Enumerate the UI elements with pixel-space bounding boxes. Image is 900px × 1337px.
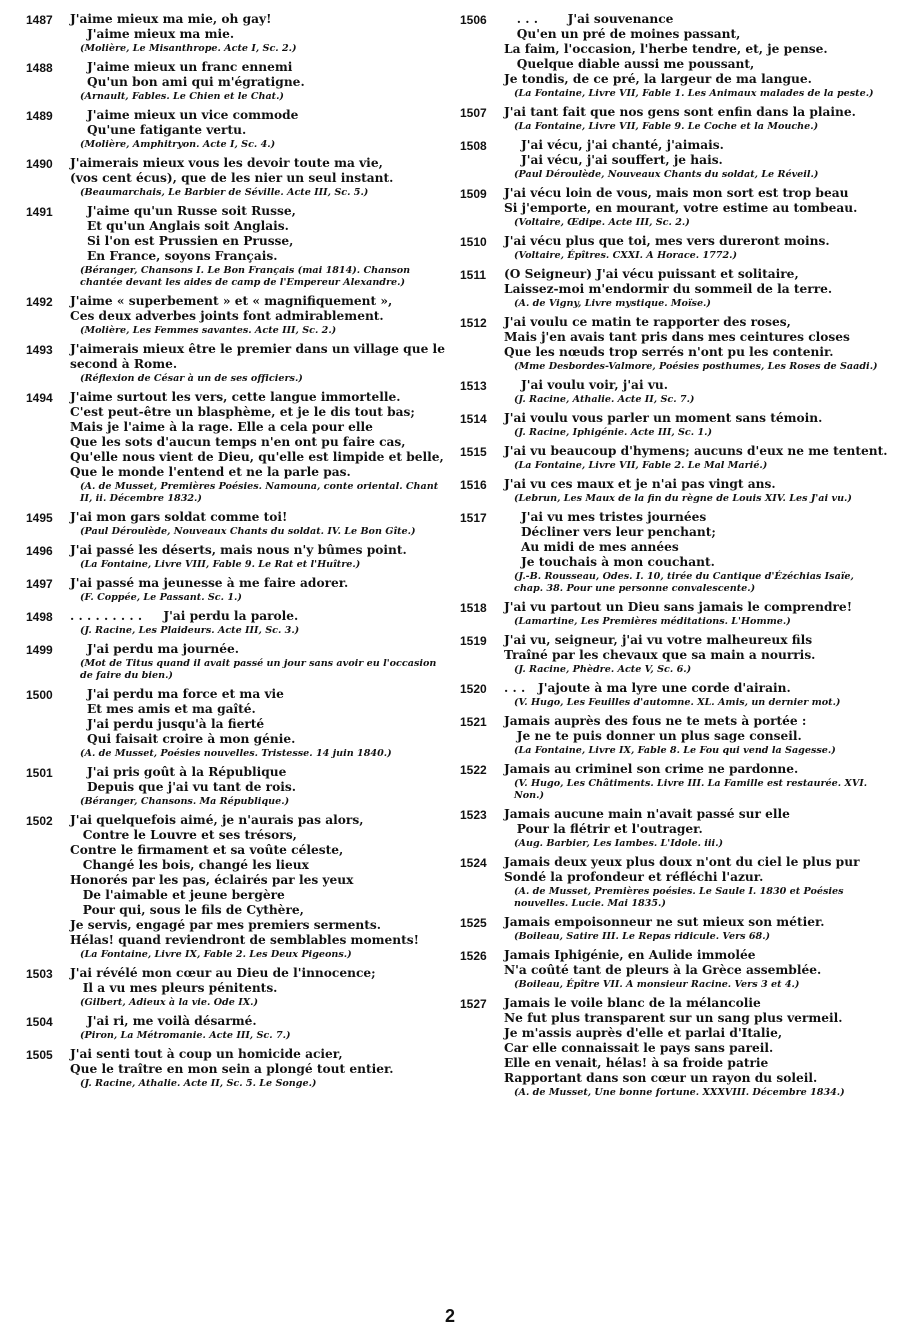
quote-line: J'ai passé les déserts, mais nous n'y bûmes point.: [70, 543, 407, 557]
quote-line: Pour qui, sous le fils de Cythère,: [70, 903, 304, 917]
quote-line: Si l'on est Prussien en Prusse,: [70, 234, 294, 248]
quote-number: 1508: [460, 139, 487, 153]
quote-line: Honorés par les pas, éclairés par les yeux: [70, 873, 354, 887]
quote-entry: [26, 294, 448, 337]
quote-line: J'aimerais mieux être le premier dans un village que le: [70, 342, 445, 356]
quote-entry: [26, 543, 448, 571]
quote-line: Mais je l'aime à la rage. Elle a cela pour elle: [70, 420, 373, 434]
quote-entry: [460, 714, 880, 757]
quote-entry: [26, 156, 448, 199]
quote-source: (La Fontaine, Livre VIII, Fable 9. Le Rat et l'Huître.): [80, 559, 361, 570]
quote-number: 1513: [460, 379, 487, 393]
quote-entry: [460, 633, 880, 676]
quote-entry: [460, 807, 880, 850]
quote-body: [504, 378, 880, 406]
quote-line: En France, soyons Français.: [70, 249, 278, 263]
quote-body: [504, 105, 880, 133]
quote-body: [70, 294, 448, 337]
quote-entry: [460, 855, 880, 910]
quote-number: 1504: [26, 1015, 53, 1029]
quote-line: J'ai voulu voir, j'ai vu.: [504, 378, 669, 392]
quote-line: (O Seigneur) J'ai vécu puissant et solitaire,: [504, 267, 799, 281]
quote-body: [70, 204, 448, 289]
quote-entry: [460, 915, 880, 943]
quote-line: J'ai voulu vous parler un moment sans témoin.: [504, 411, 823, 425]
quote-number: 1519: [460, 634, 487, 648]
page-number: 2: [444, 1306, 455, 1326]
quote-source: (Piron, La Métromanie. Acte III, Sc. 7.): [80, 1030, 291, 1041]
left-column: [26, 12, 448, 1095]
quote-body: [70, 60, 448, 103]
quote-line: Je touchais à mon couchant.: [504, 555, 715, 569]
quote-line: Qu'un bon ami qui m'égratigne.: [70, 75, 305, 89]
quote-line: J'ai voulu ce matin te rapporter des roses,: [504, 315, 791, 329]
quote-entry: [26, 765, 448, 808]
quote-entry: [26, 12, 448, 55]
quote-line: J'aime mieux ma mie.: [70, 27, 235, 41]
quote-number: 1493: [26, 343, 53, 357]
quote-body: [70, 543, 448, 571]
quote-body: [70, 765, 448, 808]
quote-line: Que les sots d'aucun temps n'en ont pu faire cas,: [70, 435, 406, 449]
quote-number: 1517: [460, 511, 487, 525]
quote-source: (Voltaire, Épîtres. CXXI. A Horace. 1772.): [514, 250, 738, 261]
quote-line: Elle en venait, hélas! à sa froide patrie: [504, 1056, 769, 1070]
quote-line: Changé les bois, changé les lieux: [70, 858, 309, 872]
quote-entry: [26, 576, 448, 604]
quote-number: 1497: [26, 577, 53, 591]
quote-entry: [460, 267, 880, 310]
quote-entry: [460, 762, 880, 802]
quote-line: Car elle connaissait le pays sans pareil.: [504, 1041, 774, 1055]
quote-number: 1491: [26, 205, 53, 219]
quote-entry: [460, 411, 880, 439]
quote-entry: [26, 204, 448, 289]
quote-number: 1498: [26, 610, 53, 624]
quote-line: Jamais deux yeux plus doux n'ont du ciel le plus pur: [504, 855, 860, 869]
quote-number: 1499: [26, 643, 53, 657]
quote-entry: [460, 378, 880, 406]
quote-source: (Paul Déroulède, Nouveaux Chants du soldat. IV. Le Bon Gîte.): [80, 526, 416, 537]
quote-source: (Mot de Titus quand il avait passé un jour sans avoir eu l'occasion de faire du bien.): [80, 658, 437, 681]
quote-line: . . . J'ajoute à ma lyre une corde d'airain.: [504, 681, 791, 695]
quote-line: J'ai vécu loin de vous, mais mon sort est trop beau: [504, 186, 849, 200]
quote-body: [504, 948, 880, 991]
quote-line: J'ai perdu jusqu'à la fierté: [70, 717, 265, 731]
quote-line: J'aime mieux un franc ennemi: [70, 60, 293, 74]
quote-number: 1501: [26, 766, 53, 780]
quote-line: J'ai vu partout un Dieu sans jamais le comprendre!: [504, 600, 853, 614]
quote-number: 1512: [460, 316, 487, 330]
quote-line: J'ai vu mes tristes journées: [504, 510, 707, 524]
quote-body: [504, 996, 880, 1099]
quote-body: [70, 390, 448, 505]
quote-source: (Arnault, Fables. Le Chien et le Chat.): [80, 91, 284, 102]
quote-line: Au midi de mes années: [504, 540, 679, 554]
quote-number: 1492: [26, 295, 53, 309]
quote-source: (La Fontaine, Livre VII, Fable 9. Le Coche et la Mouche.): [514, 121, 819, 132]
quote-number: 1523: [460, 808, 487, 822]
quote-source: (J. Racine, Iphigénie. Acte III, Sc. 1.): [514, 427, 713, 438]
quote-line: Jamais le voile blanc de la mélancolie: [504, 996, 761, 1010]
quote-body: [504, 315, 880, 373]
quote-line: J'ai ri, me voilà désarmé.: [70, 1014, 257, 1028]
quote-number: 1515: [460, 445, 487, 459]
quote-line: J'ai perdu ma force et ma vie: [70, 687, 284, 701]
quote-line: Jamais au criminel son crime ne pardonne.: [504, 762, 799, 776]
quote-number: 1490: [26, 157, 53, 171]
quote-number: 1488: [26, 61, 53, 75]
quote-line: J'ai vécu, j'ai chanté, j'aimais.: [504, 138, 724, 152]
quote-line: J'ai passé ma jeunesse à me faire adorer.: [70, 576, 349, 590]
quote-line: Jamais aucune main n'avait passé sur elle: [504, 807, 790, 821]
quote-line: J'ai vu beaucoup d'hymens; aucuns d'eux ne me tentent.: [504, 444, 888, 458]
quote-line: Traîné par les chevaux que sa main a nourris.: [504, 648, 816, 662]
quote-entry: [26, 390, 448, 505]
quote-number: 1487: [26, 13, 53, 27]
quote-source: (A. de Musset, Poésies nouvelles. Tristesse. 14 juin 1840.): [80, 748, 392, 759]
quote-line: J'aime qu'un Russe soit Russe,: [70, 204, 296, 218]
quote-source: (Boileau, Satire III. Le Repas ridicule. Vers 68.): [514, 931, 771, 942]
quote-entry: [460, 138, 880, 181]
quote-entry: [26, 60, 448, 103]
quote-line: J'aime « superbement » et « magnifiquement »,: [70, 294, 393, 308]
quote-line: Contre le firmament et sa voûte céleste,: [70, 843, 344, 857]
quote-line: Contre le Louvre et ses trésors,: [70, 828, 297, 842]
quote-line: Jamais auprès des fous ne te mets à portée :: [504, 714, 807, 728]
quote-line: J'ai pris goût à la République: [70, 765, 287, 779]
quote-source: (A. de Musset, Une bonne fortune. XXXVIII. Décembre 1834.): [514, 1087, 845, 1098]
quote-source: (Lamartine, Les Premières méditations. L'Homme.): [514, 616, 791, 627]
quote-source: (Mme Desbordes-Valmore, Poésies posthumes, Les Roses de Saadi.): [514, 361, 878, 372]
quote-body: [504, 477, 880, 505]
quote-line: Quelque diable aussi me poussant,: [504, 57, 755, 71]
quote-body: [70, 12, 448, 55]
quote-source: (Paul Déroulède, Nouveaux Chants du soldat, Le Réveil.): [514, 169, 819, 180]
quote-entry: [460, 12, 880, 100]
quote-number: 1505: [26, 1048, 53, 1062]
quote-line: J'ai révélé mon cœur au Dieu de l'innocence;: [70, 966, 376, 980]
quote-entry: [460, 600, 880, 628]
quote-body: [504, 633, 880, 676]
quote-body: [70, 156, 448, 199]
quote-number: 1489: [26, 109, 53, 123]
quote-line: Jamais Iphigénie, en Aulide immolée: [504, 948, 756, 962]
quote-source: (Molière, Le Misanthrope. Acte I, Sc. 2.): [80, 43, 297, 54]
quote-entry: [26, 342, 448, 385]
quote-source: (J. Racine, Les Plaideurs. Acte III, Sc. 3.): [80, 625, 300, 636]
quote-line: Il a vu mes pleurs pénitents.: [70, 981, 278, 995]
quote-source: (Réflexion de César à un de ses officiers.): [80, 373, 303, 384]
quote-entry: [460, 477, 880, 505]
quote-line: Décliner vers leur penchant;: [504, 525, 716, 539]
quote-line: N'a coûté tant de pleurs à la Grèce assemblée.: [504, 963, 822, 977]
quote-line: Qu'une fatigante vertu.: [70, 123, 247, 137]
quote-number: 1522: [460, 763, 487, 777]
quote-line: Je tondis, de ce pré, la largeur de ma langue.: [504, 72, 812, 86]
quote-number: 1507: [460, 106, 487, 120]
quote-line: J'ai vu, seigneur, j'ai vu votre malheureux fils: [504, 633, 813, 647]
quote-body: [504, 267, 880, 310]
quote-source: (La Fontaine, Livre IX, Fable 8. Le Fou qui vend la Sagesse.): [514, 745, 836, 756]
quote-number: 1524: [460, 856, 487, 870]
quote-entry: [26, 642, 448, 682]
quote-line: Qu'elle nous vient de Dieu, qu'elle est limpide et belle,: [70, 450, 444, 464]
quote-line: J'ai perdu ma journée.: [70, 642, 240, 656]
quote-line: Laissez-moi m'endormir du sommeil de la terre.: [504, 282, 833, 296]
quote-entry: [26, 1047, 448, 1090]
quote-source: (J. Racine, Athalie. Acte II, Sc. 5. Le Songe.): [80, 1078, 317, 1089]
quote-source: (La Fontaine, Livre VII, Fable 2. Le Mal Marié.): [514, 460, 768, 471]
quote-body: [70, 1047, 448, 1090]
quote-source: (A. de Vigny, Livre mystique. Moïse.): [514, 298, 711, 309]
quote-source: (Boileau, Épître VII. A monsieur Racine. Vers 3 et 4.): [514, 979, 800, 990]
quote-body: [504, 807, 880, 850]
quote-body: [70, 108, 448, 151]
quote-entry: [460, 681, 880, 709]
quote-body: [504, 411, 880, 439]
quote-entry: [26, 1014, 448, 1042]
quote-line: De l'aimable et jeune bergère: [70, 888, 285, 902]
quote-number: 1520: [460, 682, 487, 696]
quote-number: 1502: [26, 814, 53, 828]
quote-line: J'ai tant fait que nos gens sont enfin dans la plaine.: [504, 105, 856, 119]
quote-line: Qui faisait croire à mon génie.: [70, 732, 296, 746]
quote-line: Depuis que j'ai vu tant de rois.: [70, 780, 296, 794]
quote-entry: [460, 444, 888, 472]
quote-line: Mais j'en avais tant pris dans mes ceintures closes: [504, 330, 850, 344]
quote-source: (Lebrun, Les Maux de la fin du règne de Louis XIV. Les J'ai vu.): [514, 493, 852, 504]
quote-entry: [26, 966, 448, 1009]
quote-line: J'ai mon gars soldat comme toi!: [70, 510, 288, 524]
quote-entry: [460, 186, 880, 229]
quote-entry: [26, 609, 448, 637]
quote-line: C'est peut-être un blasphème, et je le dis tout bas;: [70, 405, 415, 419]
quote-body: [504, 138, 880, 181]
quote-line: J'ai vécu, j'ai souffert, je hais.: [504, 153, 723, 167]
quote-line: Ces deux adverbes joints font admirablement.: [70, 309, 384, 323]
quote-line: Que les nœuds trop serrés n'ont pu les contenir.: [504, 345, 834, 359]
quote-source: (J. Racine, Athalie. Acte II, Sc. 7.): [514, 394, 695, 405]
quote-line: Ne fut plus transparent sur un sang plus vermeil.: [504, 1011, 843, 1025]
quote-body: [504, 915, 880, 943]
quote-body: [504, 12, 880, 100]
quote-source: (Beaumarchais, Le Barbier de Séville. Acte III, Sc. 5.): [80, 187, 369, 198]
quote-number: 1509: [460, 187, 487, 201]
quote-body: [70, 1014, 448, 1042]
quote-entry: [460, 996, 880, 1099]
quote-source: (Voltaire, Œdipe. Acte III, Sc. 2.): [514, 217, 690, 228]
quote-line: Et mes amis et ma gaîté.: [70, 702, 256, 716]
quote-body: [504, 234, 880, 262]
quote-number: 1526: [460, 949, 487, 963]
quote-source: (Gilbert, Adieux à la vie. Ode IX.): [80, 997, 259, 1008]
quote-line: (vos cent écus), que de les nier un seul instant.: [70, 171, 394, 185]
quote-source: (Aug. Barbier, Les Iambes. L'Idole. iii.): [514, 838, 724, 849]
quote-line: La faim, l'occasion, l'herbe tendre, et, je pense.: [504, 42, 828, 56]
quote-line: Que le monde l'entend et ne la parle pas.: [70, 465, 351, 479]
quote-body: [70, 642, 448, 682]
quote-source: (J. Racine, Phèdre. Acte V, Sc. 6.): [514, 664, 692, 675]
quote-body: [70, 813, 448, 961]
quote-line: Que le traître en mon sein a plongé tout entier.: [70, 1062, 394, 1076]
quote-line: J'ai vu ces maux et je n'ai pas vingt ans.: [504, 477, 776, 491]
quote-number: 1496: [26, 544, 53, 558]
quote-line: Je m'assis auprès d'elle et parlai d'Italie,: [504, 1026, 783, 1040]
quote-body: [70, 510, 448, 538]
quote-line: second à Rome.: [70, 357, 178, 371]
quote-source: (Béranger, Chansons I. Le Bon Français (mai 1814). Chanson chantée devant les aides de camp de l'Empereur Alexandre.): [80, 265, 411, 288]
quote-number: 1500: [26, 688, 53, 702]
quote-line: Hélas! quand reviendront de semblables moments!: [70, 933, 419, 947]
quote-line: J'ai vécu plus que toi, mes vers dureront moins.: [504, 234, 830, 248]
quote-body: [70, 576, 448, 604]
quote-line: Si j'emporte, en mourant, votre estime au tombeau.: [504, 201, 858, 215]
quote-number: 1495: [26, 511, 53, 525]
quote-source: (A. de Musset, Premières poésies. Le Saule I. 1830 et Poésies nouvelles. Lucie. Mai 1835.): [514, 886, 844, 909]
quote-entry: [460, 315, 880, 373]
quote-body: [504, 600, 880, 628]
quote-body: [504, 855, 880, 910]
quote-entry: [460, 510, 880, 595]
quote-source: (La Fontaine, Livre IX, Fable 2. Les Deux Pigeons.): [80, 949, 352, 960]
quote-entry: [26, 108, 448, 151]
quote-body: [504, 681, 880, 709]
quote-entry: [460, 948, 880, 991]
quote-source: (Béranger, Chansons. Ma République.): [80, 796, 290, 807]
quote-line: Je servis, engagé par mes premiers serments.: [70, 918, 382, 932]
quote-body: [504, 510, 880, 595]
right-column: [460, 12, 888, 1104]
quote-line: Rapportant dans son cœur un rayon du soleil.: [504, 1071, 818, 1085]
quote-number: 1494: [26, 391, 53, 405]
quote-source: (V. Hugo, Les Feuilles d'automne. XL. Amis, un dernier mot.): [514, 697, 841, 708]
quote-source: (V. Hugo, Les Châtiments. Livre III. La Famille est restaurée. XVI. Non.): [514, 778, 868, 801]
quote-body: [504, 762, 880, 802]
quote-line: J'aime surtout les vers, cette langue immortelle.: [70, 390, 401, 404]
quote-number: 1516: [460, 478, 487, 492]
quote-number: 1506: [460, 13, 487, 27]
quote-entry: [26, 510, 448, 538]
quote-number: 1521: [460, 715, 487, 729]
quote-line: Sondé la profondeur et réfléchi l'azur.: [504, 870, 764, 884]
quote-number: 1518: [460, 601, 487, 615]
quote-body: [504, 714, 880, 757]
quote-source: (Molière, Amphitryon. Acte I, Sc. 4.): [80, 139, 276, 150]
quote-number: 1514: [460, 412, 487, 426]
quote-line: Et qu'un Anglais soit Anglais.: [70, 219, 289, 233]
quote-body: [70, 342, 448, 385]
quote-line: J'aimerais mieux vous les devoir toute ma vie,: [70, 156, 383, 170]
quote-source: (J.-B. Rousseau, Odes. I. 10, tirée du Cantique d'Ézéchias Isaïe, chap. 38. Pour une personne convalescente.): [514, 571, 854, 594]
quote-line: J'ai senti tout à coup un homicide acier,: [70, 1047, 343, 1061]
quote-body: [70, 966, 448, 1009]
quote-body: [70, 609, 448, 637]
quote-source: (La Fontaine, Livre VII, Fable 1. Les Animaux malades de la peste.): [514, 88, 874, 99]
quote-entry: [460, 105, 880, 133]
quote-line: J'aime mieux un vice commode: [70, 108, 299, 122]
quote-number: 1525: [460, 916, 487, 930]
quote-line: J'aime mieux ma mie, oh gay!: [70, 12, 272, 26]
quote-line: Pour la flétrir et l'outrager.: [504, 822, 703, 836]
quote-line: Qu'en un pré de moines passant,: [504, 27, 741, 41]
quote-source: (Molière, Les Femmes savantes. Acte III, Sc. 2.): [80, 325, 337, 336]
quote-line: Je ne te puis donner un plus sage conseil.: [504, 729, 802, 743]
quote-source: (A. de Musset, Premières Poésies. Namouna, conte oriental. Chant II, ii. Décembre 1832.): [80, 481, 439, 504]
quote-line: . . . J'ai souvenance: [504, 12, 674, 26]
quote-body: [504, 444, 888, 472]
quote-number: 1527: [460, 997, 487, 1011]
quote-line: . . . . . . . . . J'ai perdu la parole.: [70, 609, 299, 623]
quote-body: [70, 687, 448, 760]
quote-entry: [26, 687, 448, 760]
quote-entry: [460, 234, 880, 262]
quote-number: 1511: [460, 268, 487, 282]
quote-source: (F. Coppée, Le Passant. Sc. 1.): [80, 592, 242, 603]
quote-number: 1503: [26, 967, 53, 981]
quote-number: 1510: [460, 235, 487, 249]
quote-line: Jamais empoisonneur ne sut mieux son métier.: [504, 915, 825, 929]
quote-body: [504, 186, 880, 229]
quote-line: J'ai quelquefois aimé, je n'aurais pas alors,: [70, 813, 364, 827]
quote-entry: [26, 813, 448, 961]
